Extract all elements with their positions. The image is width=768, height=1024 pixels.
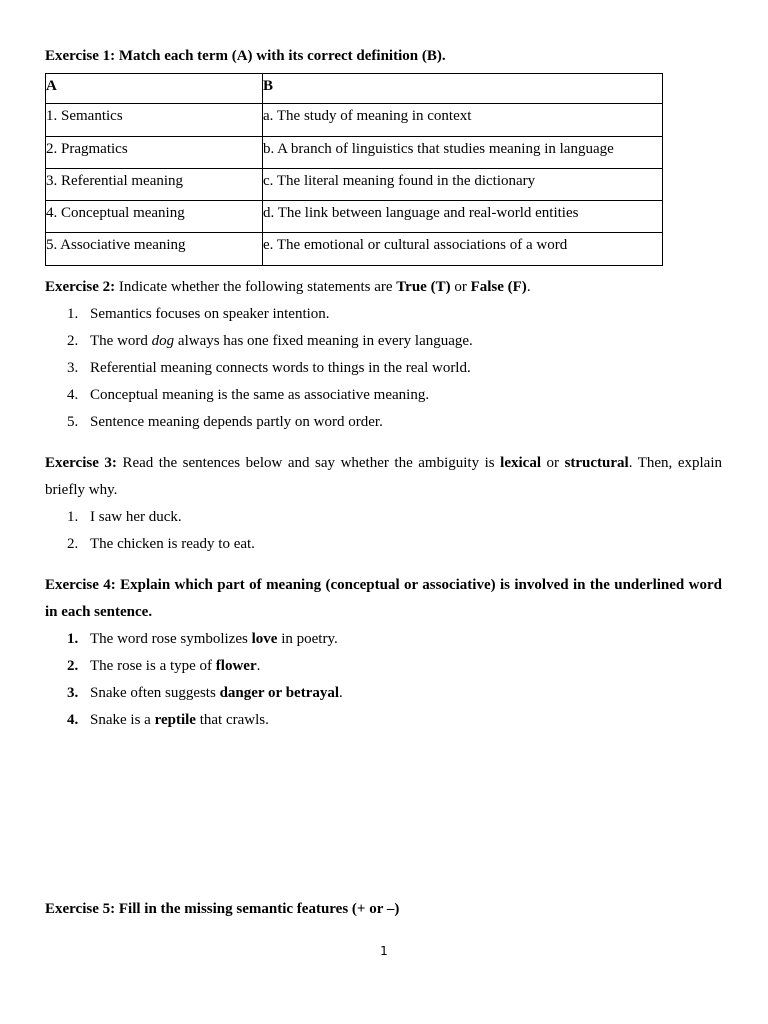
item-text: always has one fixed meaning in every language. (174, 333, 473, 349)
definition-cell: d. The link between language and real-world entities (263, 201, 663, 233)
exercise-3-text-end: . Then, explain briefly why. (45, 455, 722, 498)
item-number: 4. (67, 387, 79, 403)
item-text: The word rose symbolizes (90, 631, 252, 647)
item-text: Snake is a (90, 712, 155, 728)
item-number: 2. (67, 333, 79, 349)
exercise-4-list (45, 626, 343, 734)
true-label: True (T) (396, 279, 451, 295)
definition-cell: e. The emotional or cultural associations of a word (263, 233, 663, 266)
item-text: Semantics focuses on speaker intention. (90, 306, 330, 322)
list-item (45, 653, 343, 680)
table-row (46, 137, 663, 169)
term-cell: 2. Pragmatics (46, 137, 263, 169)
item-text: Snake often suggests (90, 685, 220, 701)
item-number: 3. (67, 360, 79, 376)
table-row (46, 104, 663, 137)
item-text: . (256, 658, 261, 674)
term-cell: 4. Conceptual meaning (46, 201, 263, 233)
item-text: The chicken is ready to eat. (90, 536, 255, 552)
item-text: The word (90, 333, 152, 349)
exercise-2-label: Exercise 2: (45, 279, 116, 295)
list-item (45, 707, 343, 734)
list-item (45, 504, 255, 531)
table-row (46, 169, 663, 201)
exercise-5-label: Exercise 5 (45, 901, 111, 917)
column-a-header: A (46, 74, 263, 104)
term-cell: 1. Semantics (46, 104, 263, 137)
term-cell: 3. Referential meaning (46, 169, 263, 201)
exercise-2-list (45, 301, 473, 436)
page-number: 1 (380, 944, 388, 958)
definition-cell: c. The literal meaning found in the dictionary (263, 169, 663, 201)
exercise-2-text: Indicate whether the following statements are (115, 279, 397, 295)
or-text: or (541, 455, 565, 471)
exercise-2-instruction (45, 274, 722, 301)
bold-word: love (251, 631, 278, 647)
item-number: 2. (67, 658, 79, 674)
bold-word: reptile (154, 712, 196, 728)
item-number: 3. (67, 685, 79, 701)
exercise-3-label: Exercise 3: (45, 455, 117, 471)
item-number: 1. (67, 631, 79, 647)
bold-word: flower (215, 658, 257, 674)
item-text: in poetry. (277, 631, 338, 647)
item-text: Referential meaning connects words to things in the real world. (90, 360, 471, 376)
list-item (45, 531, 255, 558)
list-item (45, 409, 473, 436)
false-label: False (F) (470, 279, 527, 295)
item-text: that crawls. (195, 712, 269, 728)
exercise-3-instruction (45, 450, 722, 504)
exercise-4-title: Exercise 4: Explain which part of meaning (conceptual or associative) is involved in the underlined word in each sentence. (45, 577, 722, 620)
item-number: 1. (67, 306, 79, 322)
lexical-label: lexical (500, 455, 541, 471)
item-text: I saw her duck. (90, 509, 182, 525)
exercise-5-title (45, 896, 722, 923)
period: . (526, 279, 531, 295)
item-text: Sentence meaning depends partly on word order. (90, 414, 383, 430)
item-number: 1. (67, 509, 79, 525)
matching-table (45, 73, 663, 266)
table-row (46, 201, 663, 233)
item-number: 5. (67, 414, 79, 430)
exercise-3-list (45, 504, 255, 558)
exercise-1-title: Exercise 1: Match each term (A) with its correct definition (B). (45, 48, 446, 64)
list-item (45, 382, 473, 409)
item-text: . (339, 685, 343, 701)
bold-word: danger or betrayal (219, 685, 340, 701)
term-cell: 5. Associative meaning (46, 233, 263, 266)
exercise-5-text: : Fill in the missing semantic features (+ or –) (110, 901, 400, 917)
item-number: 4. (67, 712, 79, 728)
item-text: Conceptual meaning is the same as associative meaning. (90, 387, 430, 403)
list-item (45, 328, 473, 355)
or-text: or (450, 279, 471, 295)
column-b-header: B (263, 74, 663, 104)
definition-cell: a. The study of meaning in context (263, 104, 663, 137)
exercise-3-text: Read the sentences below and say whether the ambiguity is (116, 455, 501, 471)
list-item (45, 301, 473, 328)
structural-label: structural (564, 455, 629, 471)
list-item (45, 626, 343, 653)
list-item (45, 355, 473, 382)
list-item (45, 680, 343, 707)
definition-cell: b. A branch of linguistics that studies meaning in language (263, 137, 663, 169)
table-header-row (46, 74, 663, 104)
table-row (46, 233, 663, 266)
item-text: The rose is a type of (90, 658, 216, 674)
italic-word: dog (151, 333, 175, 349)
item-number: 2. (67, 536, 79, 552)
